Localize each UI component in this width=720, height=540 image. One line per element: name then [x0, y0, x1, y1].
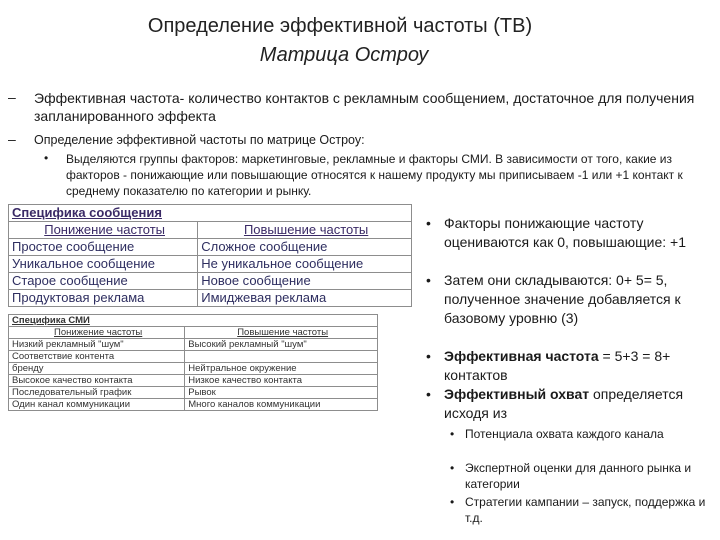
media-specifics-table — [8, 314, 378, 411]
bullet-marker: • — [426, 215, 431, 231]
bold-term: Эффективная частота — [444, 348, 599, 364]
table-cell: Продуктовая реклама — [9, 290, 198, 307]
page-title: Определение эффективной частоты (ТВ) — [147, 15, 533, 37]
page-subtitle: Матрица Остроу — [259, 44, 429, 66]
bullet-text: Затем они складываются: 0+ 5= 5, полученное значение добавляется к базовому уровню (3) — [444, 272, 681, 326]
table-row — [9, 256, 412, 273]
bullet-rest: = 5+3 = 8+ контактов — [444, 348, 671, 383]
table-row — [9, 399, 378, 411]
table-cell: Нейтральное окружение — [185, 363, 378, 375]
dash-marker: – — [8, 131, 16, 147]
bold-term: Эффективный охват — [444, 386, 590, 402]
table-cell: Не уникальное сообщение — [198, 256, 412, 273]
table-cell: Сложное сообщение — [198, 239, 412, 256]
bullet-marker: • — [44, 151, 49, 165]
table-cell — [185, 351, 378, 363]
table-row — [9, 375, 378, 387]
table-cell: Простое сообщение — [9, 239, 198, 256]
bullet-marker: • — [426, 386, 431, 402]
bullet-marker: • — [450, 461, 455, 475]
bullet-marker: • — [450, 495, 455, 509]
subpoint-factor-groups: Выделяются группы факторов: маркетинговые, рекламные и факторы СМИ. В зависимости от того, какие из факторов - понижающие или повышающие относятся к нашему продукту мы приписываем -1 или +1 контакт к среднему показателю по категории и рынку. — [66, 152, 683, 198]
table-cell: Новое сообщение — [198, 273, 412, 290]
bullet-rest: определяется исходя из — [444, 386, 684, 421]
bullet-marker: • — [426, 348, 431, 364]
table-cell: Имиджевая реклама — [198, 290, 412, 307]
bullet-text — [444, 385, 718, 423]
table-cell: Низкий рекламный "шум" — [9, 339, 185, 351]
table-row — [9, 363, 378, 375]
table-cell: Высокий рекламный "шум" — [185, 339, 378, 351]
table-header: Специфика сообщения — [9, 205, 412, 222]
table-cell: Старое сообщение — [9, 273, 198, 290]
table-cell: Рывок — [185, 387, 378, 399]
table-cell: Высокое качество контакта — [9, 375, 185, 387]
sub-bullet-text: Стратегии кампании – запуск, поддержка и т.д. — [465, 495, 706, 525]
bullet-text: Факторы понижающие частоту оцениваются как 0, повышающие: +1 — [444, 215, 687, 250]
table-cell: Много каналов коммуникации — [185, 399, 378, 411]
table-cell: Один канал коммуникации — [9, 399, 185, 411]
sub-bullet-text: Потенциала охвата каждого канала — [465, 427, 664, 441]
point-ostrow-matrix: Определение эффективной частоты по матрице Остроу: — [34, 133, 365, 147]
table-row — [9, 273, 412, 290]
table-cell: Уникальное сообщение — [9, 256, 198, 273]
table-row — [9, 351, 378, 363]
table-cell: Последовательный график — [9, 387, 185, 399]
table-row — [9, 239, 412, 256]
dash-marker: – — [8, 89, 16, 105]
table-cell: бренду — [9, 363, 185, 375]
point-effective-frequency: Эффективная частота- количество контактов с рекламным сообщением, достаточное для получения запланированного эффекта — [34, 90, 695, 124]
column-header-decrease: Понижение частоты — [9, 222, 198, 239]
bullet-marker: • — [450, 427, 455, 441]
message-specifics-table — [8, 204, 412, 307]
table-cell: Низкое качество контакта — [185, 375, 378, 387]
column-header-decrease: Понижение частоты — [9, 327, 185, 339]
table-row — [9, 290, 412, 307]
table-row — [9, 339, 378, 351]
column-header-increase: Повышение частоты — [198, 222, 412, 239]
bullet-marker: • — [426, 272, 431, 288]
bullet-text — [444, 347, 718, 385]
table-row — [9, 387, 378, 399]
column-header-increase: Повышение частоты — [185, 327, 378, 339]
table-header: Специфика СМИ — [9, 315, 378, 327]
table-cell: Соответствие контента — [9, 351, 185, 363]
sub-bullet-text: Экспертной оценки для данного рынка и категории — [465, 461, 692, 491]
